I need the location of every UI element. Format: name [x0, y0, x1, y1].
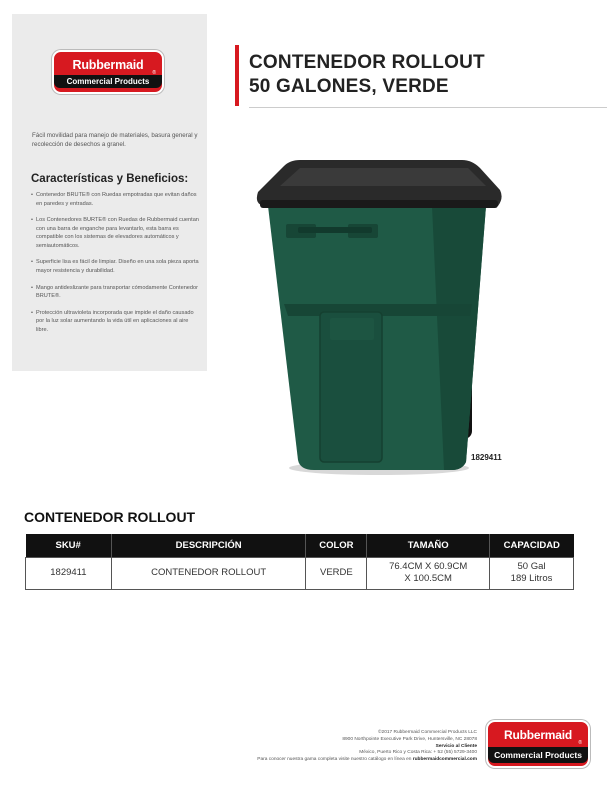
specs-section-title: CONTENEDOR ROLLOUT [24, 509, 196, 525]
feature-item: • Los Contenedores BURTE® con Ruedas de Rubbermaid cuentan con una barra de enganche para levantarlo, esta barra es compatible con los sistemas de elevadores automáticos y semiautomáticos. [31, 216, 199, 250]
page-title [249, 51, 485, 99]
cell-capacity [490, 557, 574, 589]
table-header-row [26, 534, 574, 557]
header-sku: SKU# [26, 534, 112, 557]
rubbermaid-logo [52, 50, 164, 94]
logo-registered-mark: ® [152, 70, 156, 76]
feature-item: • Contenedor BRUTE® con Ruedas empotradas que evitan daños en paredes y entradas. [31, 191, 199, 208]
rubbermaid-logo-footer [486, 720, 590, 768]
cell-size [367, 557, 490, 589]
intro-text: Fácil movilidad para manejo de materiales, basura general y recolección de desechos a granel. [32, 132, 198, 148]
feature-item: • Superficie lisa es fácil de limpiar. Diseño en una sola pieza aporta mayor resistencia y durabilidad. [31, 258, 199, 275]
footer-copyright: ©2017 Rubbermaid Commercial Products LLC [378, 730, 477, 735]
logo-registered-mark: ® [578, 740, 582, 746]
features-title: Características y Beneficios: [31, 173, 189, 185]
rollout-container-image [254, 156, 508, 476]
lid-rim [260, 200, 498, 208]
capacity-line-2: 189 Litros [510, 573, 553, 584]
logo-brand: Rubbermaid [503, 728, 572, 742]
specs-table [25, 534, 574, 590]
size-line-1: 76.4CM X 60.9CM [389, 561, 468, 572]
feature-item: • Mango antideslizante para transportar cómodamente Contenedor BRUTE®. [31, 284, 199, 301]
footer-phone: México, Puerto Rico y Costa Rica: + 52 (55) 5729-3400 [359, 750, 477, 756]
header-size: TAMAÑO [367, 534, 490, 557]
header-capacity: CAPACIDAD [490, 534, 574, 557]
logo-division: Commercial Products [54, 75, 162, 88]
title-accent-bar [235, 45, 239, 106]
product-sku-tag: 1829411 [471, 453, 502, 462]
feature-item: • Protección ultravioleta incorporada que impide el daño causado por la luz solar aumentando la vida útil en aplicaciones al aire libre. [31, 309, 199, 335]
footer-service: Servicio al Cliente [435, 743, 477, 749]
title-divider [249, 107, 607, 108]
footer-catalog [200, 757, 477, 764]
features-list [31, 191, 199, 342]
title-line-1: CONTENEDOR ROLLOUT [249, 52, 485, 73]
title-line-2: 50 GALONES, VERDE [249, 76, 449, 97]
lid-top [280, 168, 486, 186]
size-line-2: X 100.5CM [404, 573, 452, 584]
footer-text [200, 730, 477, 764]
cell-color: VERDE [306, 557, 367, 589]
footer-catalog-prefix: Para conocer nuestra gama completa visite nuestro catálogo en línea en [257, 757, 413, 763]
header-description: DESCRIPCIÓN [111, 534, 306, 557]
header-color: COLOR [306, 534, 367, 557]
handle-bar [298, 227, 372, 233]
footer-address: 8900 Northpointe Executive Park Drive, Huntersville, NC 28078 [342, 736, 477, 742]
cell-description: CONTENEDOR ROLLOUT [111, 557, 306, 589]
cell-sku: 1829411 [26, 557, 112, 589]
front-label-area [330, 318, 374, 340]
capacity-line-1: 50 Gal [517, 561, 546, 572]
logo-brand: Rubbermaid [72, 58, 144, 72]
logo-division: Commercial Products [488, 747, 588, 763]
footer-catalog-link[interactable]: rubbermaidcommercial.com [412, 757, 477, 763]
table-row [26, 557, 574, 589]
